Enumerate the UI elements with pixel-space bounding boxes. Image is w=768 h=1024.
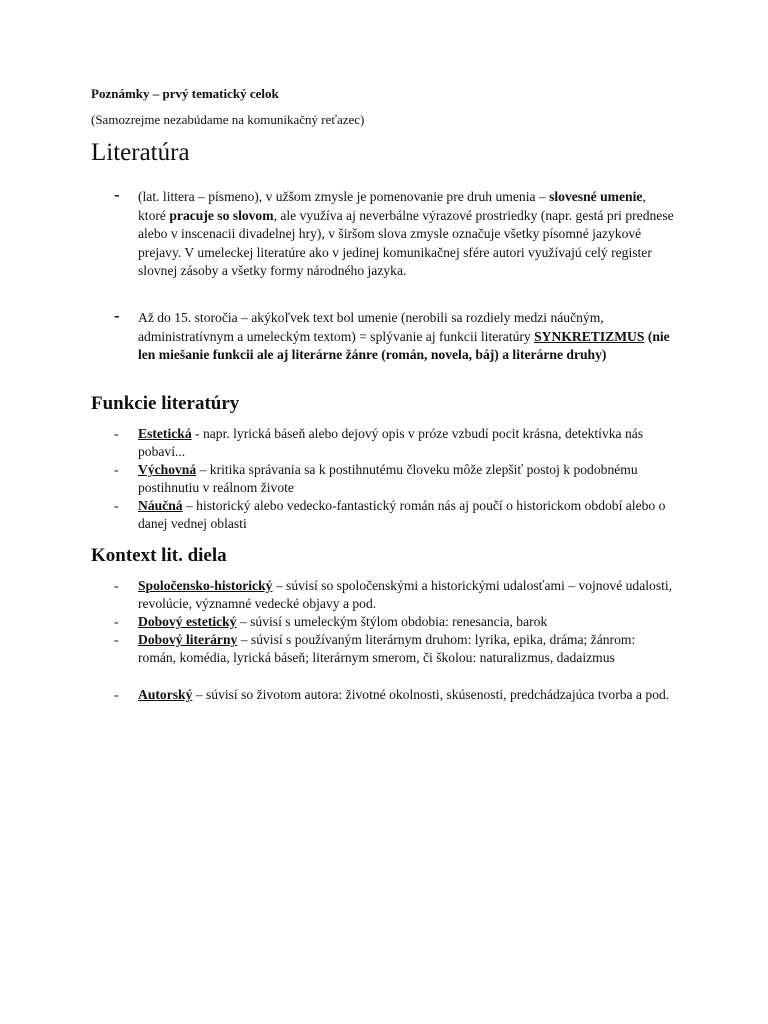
term-autorsky: Autorský [138,687,193,702]
funkcie-item-estetická [114,425,674,462]
funkcie-item-text [138,425,674,462]
kontext-item-text [138,686,674,704]
funkcie-item-vychovna [114,461,674,498]
heading-literatura: Literatúra [91,139,190,166]
document-title: Poznámky – prvý tematický celok [91,86,279,101]
kontext-item-dobovy-literarny [114,631,674,668]
bullet-dash: - [114,306,120,325]
text-run: Až do 15. storočia – akýkoľvek text bol umenie (nerobili sa rozdiely medzi náučným, administratívnym a umeleckým textom) = splývanie aj funkcii literatúry [138,310,604,344]
term-dobovy-esteticky: Dobový estetický [138,614,237,629]
funkcie-item-text [138,497,674,534]
literatura-item-1-text [138,188,674,281]
text-run: – súvisí so životom autora: životné okolnosti, skúsenosti, predchádzajúca tvorba a pod. [192,687,670,702]
bullet-dash: - [114,426,119,441]
term-spolocensko-historicky: Spoločensko-historický [138,578,273,593]
kontext-item-spolocensko-historicky [114,577,674,614]
kontext-item-autorsky [114,686,674,704]
kontext-item-dobovy-esteticky [114,613,674,631]
literatura-item-2-text [138,309,674,365]
document-note: (Samozrejme nezabúdame na komunikačný reťazec) [91,112,365,127]
term-naucna: Náučná [138,498,183,513]
text-run: (lat. littera – písmeno), v užšom zmysle je pomenovanie pre druh umenia – [138,189,550,204]
funkcie-item-naucna [114,497,674,534]
heading-kontext: Kontext lit. diela [91,545,227,566]
bullet-dash: - [114,498,119,513]
bullet-dash: - [114,614,119,629]
literatura-item-1 [114,185,674,281]
text-run: – súvisí s umeleckým štýlom obdobia: renesancia, barok [236,614,548,629]
text-run: , ktoré [138,189,646,223]
text-run: - napr. lyrická báseň alebo dejový opis v próze vzbudí pocit krásna, detektívka nás pobaví... [138,426,644,460]
funkcie-item-text [138,461,674,498]
text-run: – historický alebo vedecko-fantastický román nás aj poučí o historickom období alebo o danej vednej oblasti [138,498,666,532]
literatura-item-2 [114,306,674,365]
bullet-dash: - [114,632,119,647]
bold-text-run: (nie len miešanie funkcii ale aj literárne žánre (román, novela, báj) a literárne druhy) [138,328,670,362]
text-run: – súvisí s používaným literárnym druhom: lyrika, epika, dráma; žánrom: román, komédia, lyrická báseň; literárnym smerom, či školou: naturalizmus, dadaizmus [138,632,636,666]
bold-term-slovesne-umenie: slovesné umenie [549,189,643,204]
term-esteticka: Estetická [138,426,192,441]
kontext-item-text [138,613,674,631]
text-run: , ale využíva aj neverbálne výrazové prostriedky (napr. gestá pri prednese alebo v inscenacii divadelnej hry), v širšom slova zmysle označuje všetky písomné jazykové prejavy. V umeleckej literatúre ako v jedinej komunikačnej sfére autori využívajú celý register slovnej zásoby a všetky formy národného jazyka. [138,207,674,278]
term-vychovna: Výchovná [138,462,197,477]
kontext-item-text [138,577,674,614]
text-run: – súvisí so spoločenskými a historickými udalosťami – vojnové udalosti, revolúcie, významné vedecké objavy a pod. [138,578,673,612]
bullet-dash: - [114,578,119,593]
bold-term-pracuje-so-slovom: pracuje so slovom [169,207,274,223]
term-dobovy-literarny: Dobový literárny [138,632,238,647]
heading-funkcie: Funkcie literatúry [91,393,240,414]
text-run: – kritika správania sa k postihnutému človeku môže zlepšiť postoj k podobnému postihnutiu v reálnom živote [138,462,638,496]
bullet-dash: - [114,462,119,477]
bullet-dash: - [114,687,119,702]
kontext-item-text [138,631,674,668]
bullet-dash: - [114,185,120,204]
bold-term-synkretizmus: SYNKRETIZMUS [534,328,645,344]
